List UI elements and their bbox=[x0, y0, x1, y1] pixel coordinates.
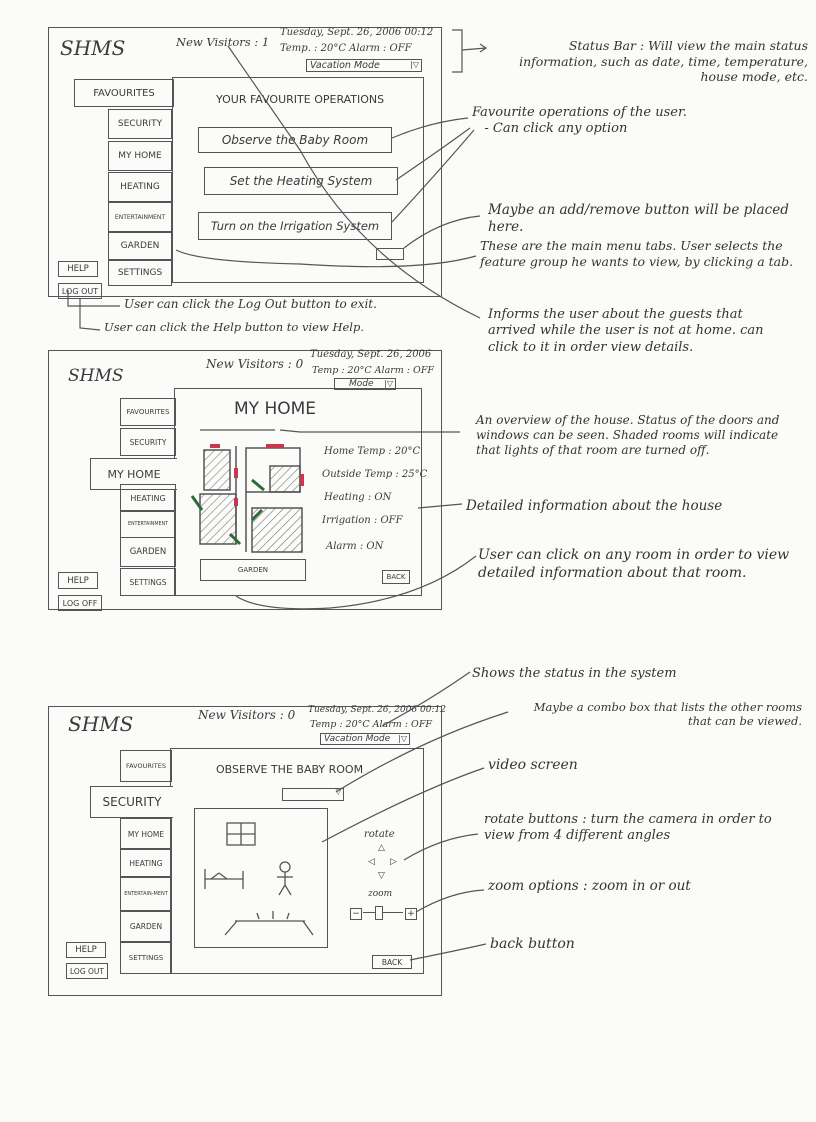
mockup2-info-heating: Heating : ON bbox=[324, 492, 392, 503]
mockup2-tab-settings[interactable]: SETTINGS bbox=[120, 568, 176, 596]
mockup3-new-visitors[interactable]: New Visitors : 0 bbox=[198, 708, 296, 722]
status-bar-note: Status Bar : Will view the main status information, such as date, time, temperature, house mode, etc. bbox=[519, 38, 808, 85]
note-detailed: Detailed information about the house bbox=[466, 498, 723, 514]
mockup1-tab-security[interactable]: SECURITY bbox=[108, 109, 172, 139]
mockup3-tab-entertainment[interactable]: ENTERTAIN-MENT bbox=[120, 876, 172, 912]
mockup2-logout-button[interactable]: LOG OFF bbox=[58, 595, 102, 611]
mockup2-panel-title: MY HOME bbox=[234, 399, 317, 419]
mockup3-app-title: SHMS bbox=[68, 712, 134, 736]
mockup3-mode-label: Vacation Mode bbox=[324, 734, 391, 744]
mockup1-tab-heating[interactable]: HEATING bbox=[108, 172, 172, 202]
mockup1-date-time: Tuesday, Sept. 26, 2006 00:12 bbox=[280, 27, 434, 38]
mockup2-garden-area[interactable]: GARDEN bbox=[200, 559, 306, 581]
mockup3-back-button[interactable]: BACK bbox=[372, 955, 412, 969]
mockup1-tab-garden[interactable]: GARDEN bbox=[108, 232, 172, 260]
mockup3-temp-alarm: Temp : 20°C Alarm : OFF bbox=[310, 719, 433, 730]
rotate-right-button[interactable]: ▷ bbox=[390, 857, 397, 867]
mockup2-info-irrigation: Irrigation : OFF bbox=[322, 515, 403, 526]
mockup2-tab-security[interactable]: SECURITY bbox=[120, 428, 176, 456]
note-back: back button bbox=[490, 936, 575, 952]
rotate-down-button[interactable]: ▽ bbox=[378, 871, 385, 881]
mockup2-tab-favourites[interactable]: FAVOURITES bbox=[120, 398, 176, 426]
note-rooms: User can click on any room in order to view detailed information about that room. bbox=[478, 547, 790, 581]
mockup1-tab-favourites[interactable]: FAVOURITES bbox=[74, 79, 174, 107]
chevron-down-icon: |▽ bbox=[398, 734, 407, 743]
mockup3-tab-garden[interactable]: GARDEN bbox=[120, 910, 172, 942]
chevron-down-icon: |▽ bbox=[384, 379, 393, 388]
mockup3-tab-favourites[interactable]: FAVOURITES bbox=[120, 750, 172, 782]
mockup1-tab-settings[interactable]: SETTINGS bbox=[108, 260, 172, 286]
mockup1-temp-alarm: Temp. : 20°C Alarm : OFF bbox=[280, 43, 412, 54]
mockup3-help-button[interactable]: HELP bbox=[66, 942, 106, 958]
zoom-out-button[interactable]: − bbox=[350, 908, 362, 920]
mockup2-info-alarm: Alarm : ON bbox=[326, 541, 384, 552]
mockup1-help-button[interactable]: HELP bbox=[58, 261, 98, 277]
note-combo: Maybe a combo box that lists the other rooms that can be viewed. bbox=[533, 700, 802, 729]
mockup1-tab-my-home[interactable]: MY HOME bbox=[108, 141, 172, 171]
note-visitors: Informs the user about the guests that arrived while the user is not at home. can click to it in order view details. bbox=[488, 307, 764, 355]
note-rotate: rotate buttons : turn the camera in order to view from 4 different angles bbox=[484, 812, 772, 844]
mockup2-tab-entertainment[interactable]: ENTERTAINMENT bbox=[120, 510, 176, 538]
mockup2-back-button[interactable]: BACK bbox=[382, 570, 410, 584]
note-status: Shows the status in the system bbox=[472, 666, 677, 681]
note-help: User can click the Help button to view Help. bbox=[104, 320, 364, 334]
note-add-remove: Maybe an add/remove button will be placed here. bbox=[488, 202, 789, 235]
mockup2-tab-my-home[interactable]: MY HOME bbox=[90, 458, 177, 490]
mockup3-tab-heating[interactable]: HEATING bbox=[120, 848, 172, 878]
zoom-in-button[interactable]: + bbox=[405, 908, 417, 920]
mockup2-info-outside-temp: Outside Temp : 25°C bbox=[322, 469, 428, 480]
note-logout: User can click the Log Out button to exit. bbox=[124, 297, 377, 311]
mockup2-date: Tuesday, Sept. 26, 2006 bbox=[310, 349, 432, 360]
mockup2-tab-heating[interactable]: HEATING bbox=[120, 484, 176, 512]
mockup3-logout-button[interactable]: LOG OUT bbox=[66, 963, 108, 979]
note-main-tabs: These are the main menu tabs. User selects the feature group he wants to view, by clicking a tab. bbox=[480, 238, 794, 269]
rotate-label: rotate bbox=[364, 829, 395, 840]
mockup2-new-visitors[interactable]: New Visitors : 0 bbox=[206, 357, 304, 371]
rotate-left-button[interactable]: ◁ bbox=[368, 857, 375, 867]
note-favourites: Favourite operations of the user. - Can click any option bbox=[472, 105, 687, 137]
mockup2-app-title: SHMS bbox=[68, 366, 124, 386]
rotate-up-button[interactable]: △ bbox=[378, 843, 385, 853]
note-overview: An overview of the house. Status of the doors and windows can be seen. Shaded rooms will indicate that lights of that room are turned off. bbox=[476, 413, 780, 457]
mockup2-help-button[interactable]: HELP bbox=[58, 572, 98, 589]
mockup2-tab-garden[interactable]: GARDEN bbox=[120, 537, 176, 567]
mockup2-info-home-temp: Home Temp : 20°C bbox=[324, 446, 421, 457]
mockup1-fav-baby-room[interactable]: Observe the Baby Room bbox=[198, 127, 392, 153]
mockup1-fav-irrigation[interactable]: Turn on the Irrigation System bbox=[198, 212, 392, 240]
note-video: video screen bbox=[488, 757, 578, 773]
mockup1-panel-title: YOUR FAVOURITE OPERATIONS bbox=[216, 93, 385, 106]
mockup3-tab-settings[interactable]: SETTINGS bbox=[120, 942, 172, 974]
mockup1-tab-entertainment[interactable]: ENTERTAINMENT bbox=[108, 202, 172, 232]
chevron-down-icon: |▽ bbox=[410, 60, 419, 69]
mockup1-mode-label: Vacation Mode bbox=[310, 60, 380, 71]
mockup2-temp-alarm: Temp : 20°C Alarm : OFF bbox=[312, 365, 435, 376]
mockup1-app-title: SHMS bbox=[60, 36, 126, 60]
zoom-label: zoom bbox=[368, 889, 393, 899]
mockup3-tab-security[interactable]: SECURITY bbox=[90, 786, 173, 818]
mockup3-tab-my-home[interactable]: MY HOME bbox=[120, 818, 172, 850]
mockup3-panel-title: OBSERVE THE BABY ROOM bbox=[216, 763, 364, 776]
mockup1-fav-heating[interactable]: Set the Heating System bbox=[204, 167, 398, 195]
mockup1-logout-button[interactable]: LOG OUT bbox=[58, 283, 102, 299]
mockup2-mode-label: Mode bbox=[349, 379, 374, 389]
mockup3-date-time: Tuesday, Sept. 26, 2006 00:12 bbox=[308, 705, 446, 715]
mockup1-new-visitors[interactable]: New Visitors : 1 bbox=[176, 35, 270, 49]
note-zoom: zoom options : zoom in or out bbox=[488, 878, 691, 894]
chevron-down-icon: ▽ bbox=[335, 788, 341, 796]
